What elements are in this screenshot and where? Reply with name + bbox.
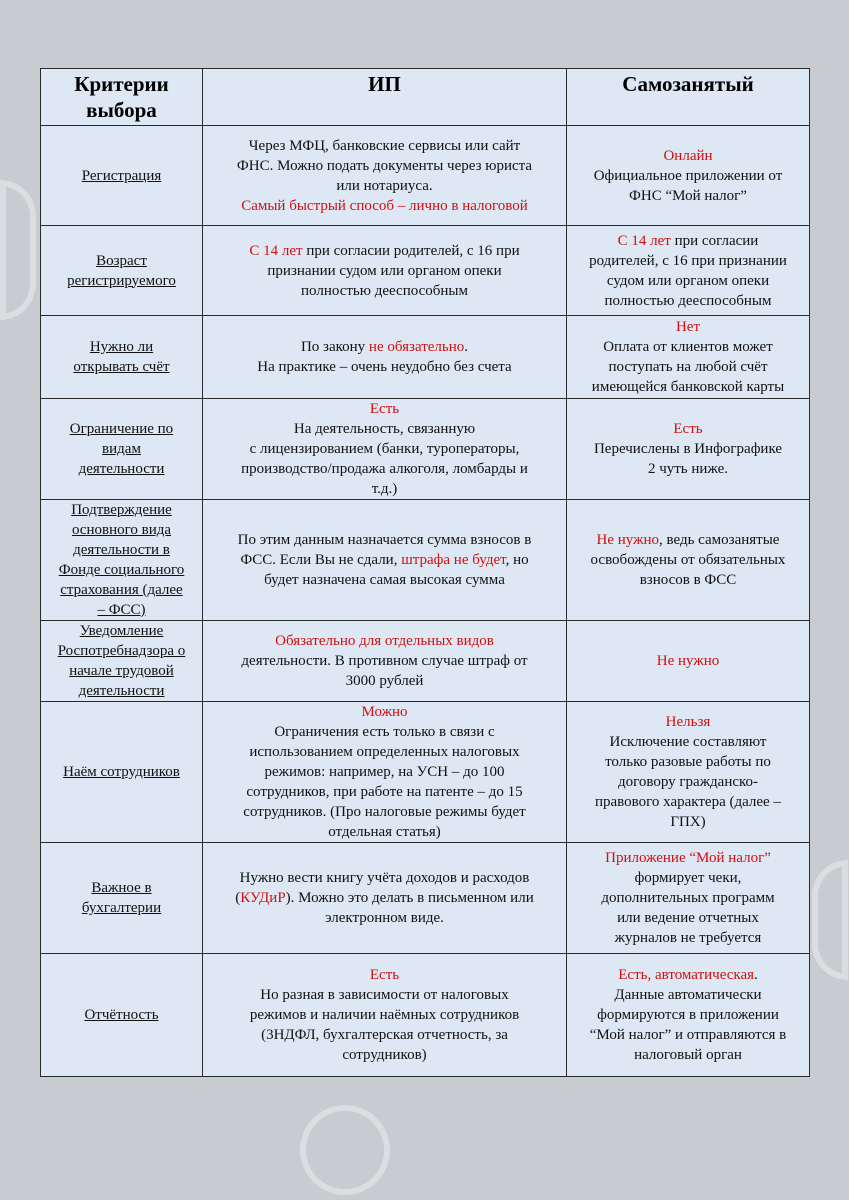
highlighted-text: Можно [361, 704, 408, 720]
self-employed-cell [567, 702, 810, 843]
cell-text: На деятельность, связанную [293, 421, 476, 437]
header-row [41, 69, 810, 126]
cell-text: , ведь самозанятые [659, 532, 780, 548]
cell-line [207, 459, 562, 479]
cell-text: налоговый орган [634, 1047, 742, 1063]
cell-line [571, 357, 805, 377]
criteria-label: Ограничение по [69, 421, 174, 437]
header-self-employed: Самозанятый [567, 69, 810, 126]
cell-line [571, 186, 805, 206]
cell-text: дополнительных программ [601, 890, 775, 906]
cell-text: ГПХ) [670, 814, 706, 830]
cell-text: будет назначена самая высокая сумма [264, 572, 505, 588]
highlighted-text: Не нужно [596, 532, 659, 548]
criteria-label: Отчётность [84, 1007, 159, 1023]
criteria-label: Регистрация [81, 167, 162, 184]
header-ip: ИП [203, 69, 567, 126]
cell-text: сотрудников, при работе на патенте – до 15 [246, 784, 523, 800]
cell-line [207, 908, 562, 928]
cell-text: использованием определенных налоговых [249, 744, 520, 760]
criteria-label: Уведомление [79, 623, 164, 639]
cell-line [207, 550, 562, 570]
header-criteria [41, 69, 203, 126]
highlighted-text: Нельзя [665, 714, 711, 730]
highlighted-text: КУДиР [240, 890, 286, 906]
cell-text: только разовые работы по [605, 754, 771, 770]
cell-text: ( [235, 890, 241, 906]
highlighted-text: Есть [673, 421, 703, 437]
cell-line [207, 261, 562, 281]
criteria-label: Возраст [96, 252, 147, 269]
criteria-label: Подтверждение [71, 502, 172, 518]
cell-line [571, 146, 805, 166]
table-row [41, 621, 810, 702]
cell-line [571, 166, 805, 186]
criteria-label: – ФСС) [97, 602, 146, 618]
cell-line [207, 1005, 562, 1025]
cell-line [207, 479, 562, 499]
cell-text: отдельная статья) [328, 824, 441, 840]
cell-text: Перечислены в Инфографике [593, 441, 783, 457]
cell-line [207, 196, 562, 216]
header-criteria-line: Критерии [74, 72, 169, 96]
cell-line [571, 570, 805, 590]
ip-cell [203, 843, 567, 954]
cell-line [207, 1025, 562, 1045]
criteria-cell [41, 226, 203, 316]
cell-text: Данные автоматически [614, 987, 762, 1003]
highlighted-text: не обязательно [368, 339, 465, 355]
highlighted-text: Обязательно для отдельных видов [275, 633, 494, 649]
cell-line [571, 1025, 805, 1045]
cell-line [571, 1005, 805, 1025]
criteria-label: деятельности [78, 461, 165, 477]
criteria-label: основного вида [71, 522, 172, 538]
self-employed-cell [567, 226, 810, 316]
cell-line [207, 439, 562, 459]
highlighted-text: Нет [675, 319, 701, 335]
cell-line [207, 762, 562, 782]
criteria-cell [41, 843, 203, 954]
cell-line [571, 888, 805, 908]
cell-line [207, 782, 562, 802]
cell-text: На практике – очень неудобно без счета [257, 359, 512, 375]
cell-line [571, 439, 805, 459]
cell-line [207, 530, 562, 550]
highlighted-text: Приложение “Мой налог” [605, 850, 771, 866]
criteria-label: Важное в [91, 880, 152, 896]
criteria-label: страхования (далее [60, 582, 183, 598]
cell-line [207, 742, 562, 762]
cell-text: договору гражданско- [617, 774, 759, 790]
cell-text: сотрудников) [342, 1047, 427, 1063]
cell-line [207, 802, 562, 822]
cell-line [571, 651, 805, 671]
criteria-label: Фонде социального [58, 562, 185, 578]
cell-text: родителей, с 16 при признании [589, 252, 787, 269]
cell-text: с лицензированием (банки, туроператоры, [249, 441, 520, 457]
cell-text: взносов в ФСС [639, 572, 737, 588]
cell-line [571, 317, 805, 337]
criteria-label: открывать счёт [73, 359, 170, 375]
cell-text: . [754, 967, 758, 983]
highlighted-text: Не нужно [656, 653, 720, 669]
highlighted-text: Есть [369, 401, 400, 417]
background-decoration [300, 1105, 390, 1195]
cell-text: Через МФЦ, банковские сервисы или сайт [248, 137, 521, 154]
cell-line [571, 337, 805, 357]
self-employed-cell [567, 399, 810, 500]
table-row [41, 500, 810, 621]
cell-line [571, 985, 805, 1005]
cell-text: Ограничения есть только в связи с [274, 724, 495, 740]
cell-text: ФНС. Можно подать документы через юриста [236, 157, 533, 174]
cell-text: ФСС. Если Вы не сдали, [240, 552, 402, 568]
header-criteria-line: выбора [86, 98, 157, 122]
cell-text: Нужно вести книгу учёта доходов и расходов [239, 870, 530, 886]
table-row [41, 843, 810, 954]
cell-line [571, 752, 805, 772]
cell-line [571, 908, 805, 928]
cell-text: полностью дееспособным [301, 282, 468, 299]
self-employed-cell [567, 954, 810, 1077]
cell-line [207, 136, 562, 156]
highlighted-text: Есть [369, 967, 400, 983]
cell-line [571, 530, 805, 550]
criteria-cell [41, 126, 203, 226]
cell-line [207, 419, 562, 439]
ip-cell [203, 621, 567, 702]
highlighted-text: Есть, автоматическая [618, 967, 754, 983]
cell-text: при согласии родителей, с 16 при [302, 242, 520, 259]
highlighted-text: С 14 лет [617, 232, 671, 249]
ip-cell [203, 399, 567, 500]
cell-line [571, 271, 805, 291]
cell-line [207, 702, 562, 722]
cell-text: при согласии [670, 232, 759, 249]
cell-line [571, 848, 805, 868]
criteria-label: Нужно ли [89, 339, 154, 355]
cell-text: “Мой налог” и отправляются в [589, 1027, 787, 1043]
ip-cell [203, 500, 567, 621]
self-employed-cell [567, 316, 810, 399]
cell-text: сотрудников. (Про налоговые режимы будет [243, 804, 526, 820]
highlighted-text: штрафа не будет [401, 552, 506, 568]
cell-text: судом или органом опеки [606, 272, 770, 289]
cell-text: или нотариуса. [336, 177, 433, 194]
cell-text: формирует чеки, [634, 870, 742, 886]
cell-line [571, 459, 805, 479]
cell-line [207, 399, 562, 419]
cell-line [207, 985, 562, 1005]
criteria-cell [41, 316, 203, 399]
cell-line [207, 868, 562, 888]
cell-line [207, 888, 562, 908]
background-decoration [812, 860, 848, 980]
background-decoration [0, 180, 36, 320]
cell-text: т.д.) [371, 481, 398, 497]
cell-line [571, 868, 805, 888]
cell-text: или ведение отчетных [617, 910, 759, 926]
cell-text: , но [505, 552, 529, 568]
cell-line [571, 291, 805, 311]
cell-text: формируются в приложении [597, 1007, 779, 1023]
criteria-label: Наём сотрудников [63, 764, 180, 780]
cell-line [207, 337, 562, 357]
cell-line [571, 1045, 805, 1065]
cell-text: Но разная в зависимости от налоговых [260, 987, 509, 1003]
cell-text: признании судом или органом опеки [267, 262, 502, 279]
cell-line [207, 651, 562, 671]
table-row [41, 126, 810, 226]
criteria-cell [41, 399, 203, 500]
cell-line [207, 241, 562, 261]
cell-text: режимов: например, на УСН – до 100 [264, 764, 505, 780]
cell-line [571, 377, 805, 397]
cell-line [571, 251, 805, 271]
cell-text: Оплата от клиентов может [603, 339, 773, 355]
cell-text: полностью дееспособным [604, 292, 772, 309]
cell-line [571, 419, 805, 439]
criteria-cell [41, 702, 203, 843]
cell-line [571, 928, 805, 948]
cell-line [207, 176, 562, 196]
cell-text: имеющейся банковской карты [591, 379, 785, 395]
cell-line [571, 712, 805, 732]
comparison-table [40, 68, 810, 1077]
cell-line [571, 772, 805, 792]
cell-line [207, 281, 562, 301]
cell-text: Официальное приложении от [593, 167, 783, 184]
criteria-label: бухгалтерии [81, 900, 162, 916]
cell-line [571, 965, 805, 985]
highlighted-text: Онлайн [663, 147, 713, 164]
criteria-cell [41, 954, 203, 1077]
cell-text: электронном виде. [325, 910, 444, 926]
highlighted-text: Самый быстрый способ – лично в налоговой [241, 197, 528, 214]
cell-line [571, 550, 805, 570]
criteria-cell [41, 500, 203, 621]
cell-text: журналов не требуется [614, 930, 762, 946]
ip-cell [203, 126, 567, 226]
criteria-label: деятельности [78, 683, 165, 699]
criteria-label: начале трудовой [69, 663, 174, 679]
ip-cell [203, 226, 567, 316]
cell-line [207, 156, 562, 176]
self-employed-cell [567, 621, 810, 702]
cell-line [207, 631, 562, 651]
table-row [41, 954, 810, 1077]
cell-text: (3НДФЛ, бухгалтерская отчетность, за [261, 1027, 508, 1043]
cell-line [207, 965, 562, 985]
cell-text: правового характера (далее – [595, 794, 781, 810]
cell-line [207, 1045, 562, 1065]
cell-line [207, 722, 562, 742]
criteria-label: деятельности в [73, 542, 170, 558]
cell-line [571, 792, 805, 812]
ip-cell [203, 954, 567, 1077]
criteria-label: Роспотребнадзора о [57, 643, 186, 659]
cell-line [571, 231, 805, 251]
self-employed-cell [567, 843, 810, 954]
criteria-label: регистрируемого [67, 272, 176, 289]
cell-text: производство/продажа алкоголя, ломбарды и [241, 461, 528, 477]
cell-text: 3000 рублей [345, 673, 424, 689]
table-row [41, 399, 810, 500]
cell-line [207, 357, 562, 377]
criteria-label: видам [102, 441, 141, 457]
cell-text: ). Можно это делать в письменном или [285, 890, 534, 906]
cell-text: поступать на любой счёт [608, 359, 768, 375]
cell-line [571, 732, 805, 752]
ip-cell [203, 702, 567, 843]
cell-text: режимов и наличии наёмных сотрудников [249, 1007, 520, 1023]
cell-text: деятельности. В противном случае штраф от [241, 653, 528, 669]
cell-text: 2 чуть ниже. [647, 461, 729, 477]
self-employed-cell [567, 126, 810, 226]
ip-cell [203, 316, 567, 399]
self-employed-cell [567, 500, 810, 621]
highlighted-text: С 14 лет [249, 242, 303, 259]
criteria-cell [41, 621, 203, 702]
cell-text: ФНС “Мой налог” [629, 187, 747, 204]
cell-text: По закону [300, 339, 369, 355]
table-row [41, 226, 810, 316]
cell-text: . [464, 339, 469, 355]
table-row [41, 316, 810, 399]
cell-text: Исключение составляют [609, 734, 767, 750]
cell-text: освобождены от обязательных [590, 552, 786, 568]
table-row [41, 702, 810, 843]
cell-line [571, 812, 805, 832]
cell-line [207, 822, 562, 842]
cell-text: По этим данным назначается сумма взносов в [237, 532, 532, 548]
cell-line [207, 570, 562, 590]
cell-line [207, 671, 562, 691]
